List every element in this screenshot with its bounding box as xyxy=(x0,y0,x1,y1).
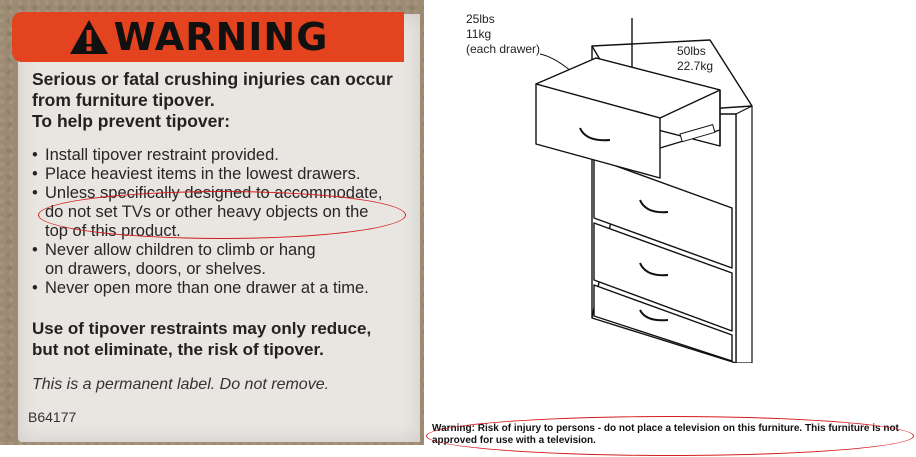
intro-line: from furniture tipover. xyxy=(32,90,215,110)
warning-triangle-icon xyxy=(68,18,110,56)
weight-line: (each drawer) xyxy=(466,42,541,56)
safety-bullet xyxy=(32,165,414,184)
warning-title: WARNING xyxy=(113,15,329,59)
tv-warning-notice: Warning: Risk of injury to persons - do not place a television on this furniture. This furniture is not approved for use with a television. xyxy=(432,423,899,446)
bullet-line: • Unless specifically designed to accommodate, xyxy=(45,184,383,202)
warning-header xyxy=(12,12,404,62)
highlight-ellipse-tv-warning xyxy=(38,191,406,239)
bullet-line: • Never allow children to climb or hang xyxy=(45,241,316,259)
bullet-line: on drawers, doors, or shelves. xyxy=(45,260,267,278)
intro-line: To help prevent tipover: xyxy=(32,111,231,131)
bullet-line: • Install tipover restraint provided. xyxy=(45,146,279,164)
bullet-line: do not set TVs or other heavy objects on the xyxy=(45,203,369,221)
dresser-illustration xyxy=(520,18,780,363)
restraint-note xyxy=(32,318,412,360)
safety-bullet xyxy=(32,279,414,298)
permanent-label-note: This is a permanent label. Do not remove. xyxy=(32,376,330,393)
weight-line: 25lbs xyxy=(466,12,495,26)
bullet-line: top of this product. xyxy=(45,222,181,240)
warning-label-photo xyxy=(0,0,424,445)
label-code: B64177 xyxy=(28,409,77,425)
safety-bullet xyxy=(32,146,414,165)
warning-intro xyxy=(32,69,412,132)
bullet-line: • Place heaviest items in the lowest drawers. xyxy=(45,165,361,183)
restraint-line: Use of tipover restraints may only reduce, xyxy=(32,319,372,338)
bullet-line: • Never open more than one drawer at a time. xyxy=(45,279,369,297)
restraint-line: but not eliminate, the risk of tipover. xyxy=(32,340,324,359)
highlight-ellipse-notice xyxy=(426,416,914,456)
safety-bullet xyxy=(32,241,414,279)
weight-line: 50lbs xyxy=(677,44,706,58)
weight-line: 22.7kg xyxy=(677,59,714,73)
intro-line: Serious or fatal crushing injuries can occur xyxy=(32,69,393,89)
weight-line: 11kg xyxy=(466,27,492,41)
